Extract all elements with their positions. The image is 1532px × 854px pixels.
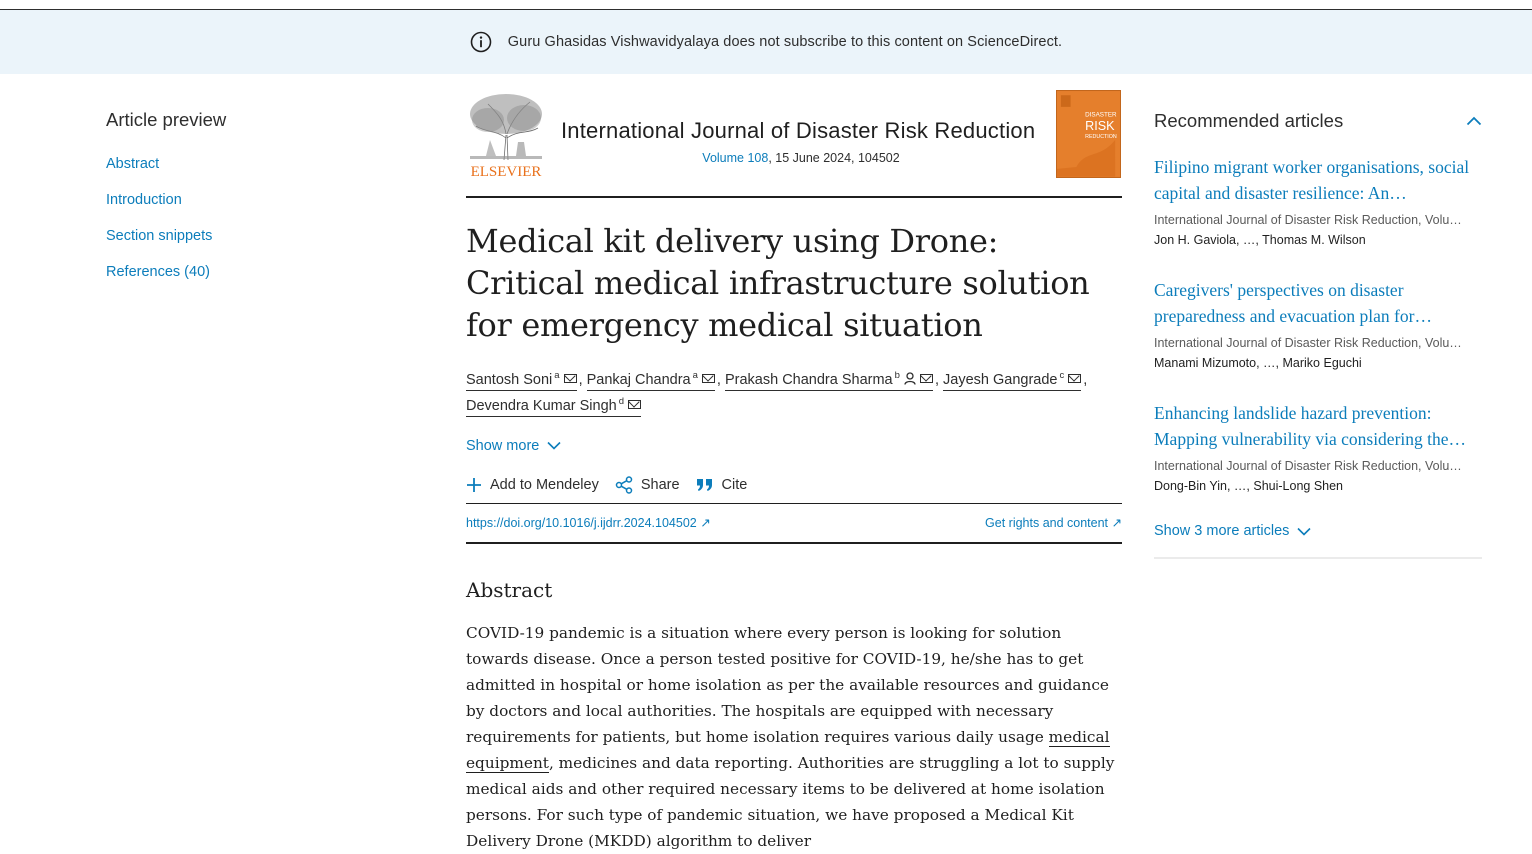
recommended-article-link[interactable]: Caregivers' perspectives on disaster preparedness and evacuation plan for… <box>1154 280 1432 326</box>
mail-icon <box>628 400 641 409</box>
nav-link-introduction[interactable]: Introduction <box>106 192 182 208</box>
chevron-up-icon[interactable] <box>1466 116 1482 126</box>
rights-link[interactable]: Get rights and content ↗ <box>985 516 1122 531</box>
nav-link-section-snippets[interactable]: Section snippets <box>106 228 213 244</box>
show-more-label: Show more <box>466 437 540 454</box>
cite-label: Cite <box>721 476 748 493</box>
svg-text:ELSEVIER: ELSEVIER <box>470 164 542 180</box>
volume-link[interactable]: Volume 108 <box>702 151 769 165</box>
recommended-item <box>1154 277 1482 370</box>
abstract-text: COVID-19 pandemic is a situation where every person is looking for solution towards disease. Once a person tested positive for COVID-19, he/she has to get admitted in hospital or home isolation as per the available resources and guidance by doctors and local authorities. The hospitals are equipped with necessary requirements for patients, but home isolation requires various daily usage medical equipment, medicines and data reporting. Authorities are struggling a lot to supply medical aids and other required necessary items to be delivered at home isolation persons. For such type of pandemic situation, we have proposed a Medical Kit Delivery Drone (MKDD) algorithm to deliver <box>466 623 1115 850</box>
mail-icon <box>702 374 715 383</box>
external-link-icon: ↗ <box>700 516 711 531</box>
external-link-icon: ↗ <box>1111 516 1122 531</box>
svg-text:RISK: RISK <box>1085 119 1115 134</box>
show-more-articles-label: Show 3 more articles <box>1154 523 1290 539</box>
mail-icon <box>1068 374 1081 383</box>
article-main <box>466 90 1122 854</box>
author-link[interactable]: Santosh Soni $^a$ <box>466 366 577 391</box>
author-link[interactable]: Pankaj Chandra $^a$ <box>587 366 715 391</box>
access-banner <box>0 10 1532 74</box>
elsevier-logo[interactable] <box>466 90 546 180</box>
chevron-down-icon <box>547 441 561 450</box>
share-icon <box>615 476 633 494</box>
info-icon <box>470 31 492 53</box>
svg-text:DISASTER: DISASTER <box>1085 111 1117 119</box>
doi-row <box>466 504 1122 544</box>
add-to-mendeley-button[interactable] <box>466 474 599 496</box>
author-link[interactable]: Devendra Kumar Singh $^d$ <box>466 392 641 417</box>
journal-cover[interactable] <box>1056 90 1121 178</box>
article-preview-nav <box>106 106 406 298</box>
share-button[interactable] <box>615 474 680 496</box>
mendeley-label: Add to Mendeley <box>490 476 599 493</box>
show-more-articles-button[interactable] <box>1154 523 1482 559</box>
recommended-source: International Journal of Disaster Risk Reduction, Volu… <box>1154 459 1462 473</box>
recommended-item <box>1154 154 1482 247</box>
journal-title[interactable]: International Journal of Disaster Risk Reduction <box>561 118 1036 143</box>
recommended-header[interactable] <box>1154 106 1482 136</box>
doi-link[interactable]: https://doi.org/10.1016/j.ijdrr.2024.104502 ↗ <box>466 516 711 531</box>
term-link[interactable]: medical equipment <box>466 727 1110 772</box>
recommended-articles <box>1154 106 1482 559</box>
recommended-article-link[interactable]: Enhancing landslide hazard prevention: Mapping vulnerability via considering the… <box>1154 403 1467 449</box>
recommended-item <box>1154 400 1482 493</box>
mail-icon <box>564 374 577 383</box>
author-list: Santosh Soni $^a$ , Pankaj Chandra $^a$ , Prakash Chandra Sharma $^b$ , Jayesh Gangrade $^c$ , Devendra Kumar Singh $^d$ <box>466 366 1122 418</box>
issue-details: , 15 June 2024, 104502 <box>768 151 900 165</box>
recommended-source: International Journal of Disaster Risk Reduction, Volu… <box>1154 213 1462 227</box>
top-border <box>0 0 1532 10</box>
nav-title: Article preview <box>106 109 227 130</box>
mail-icon <box>920 374 933 383</box>
person-icon <box>904 372 916 385</box>
nav-link-references[interactable]: References (40) <box>106 264 210 280</box>
plus-icon <box>466 477 482 493</box>
recommended-authors: Dong-Bin Yin, …, Shui-Long Shen <box>1154 479 1344 493</box>
journal-header <box>466 90 1122 198</box>
journal-meta <box>466 151 1136 165</box>
recommended-article-link[interactable]: Filipino migrant worker organisations, social capital and disaster resilience: An… <box>1154 157 1470 203</box>
author-link[interactable]: Prakash Chandra Sharma $^b$ <box>725 366 933 391</box>
chevron-down-icon <box>1297 527 1311 536</box>
quote-icon <box>696 477 714 493</box>
recommended-authors: Manami Mizumoto, …, Mariko Eguchi <box>1154 356 1362 370</box>
nav-link-abstract[interactable]: Abstract <box>106 156 160 172</box>
banner-text: Guru Ghasidas Vishwavidyalaya does not subscribe to this content on ScienceDirect. <box>507 34 1063 50</box>
recommended-title: Recommended articles <box>1154 110 1344 131</box>
share-label: Share <box>640 476 680 493</box>
article-actions <box>466 474 1122 504</box>
author-link[interactable]: Jayesh Gangrade $^c$ <box>943 366 1081 391</box>
abstract-heading: Abstract <box>466 577 553 602</box>
recommended-authors: Jon H. Gaviola, …, Thomas M. Wilson <box>1154 233 1366 247</box>
cite-button[interactable] <box>696 474 748 496</box>
recommended-source: International Journal of Disaster Risk Reduction, Volu… <box>1154 336 1462 350</box>
show-more-button[interactable] <box>466 438 561 454</box>
svg-text:REDUCTION: REDUCTION <box>1085 133 1117 140</box>
article-title: Medical kit delivery using Drone: Critical medical infrastructure solution for emergency medical situation <box>466 222 1090 344</box>
